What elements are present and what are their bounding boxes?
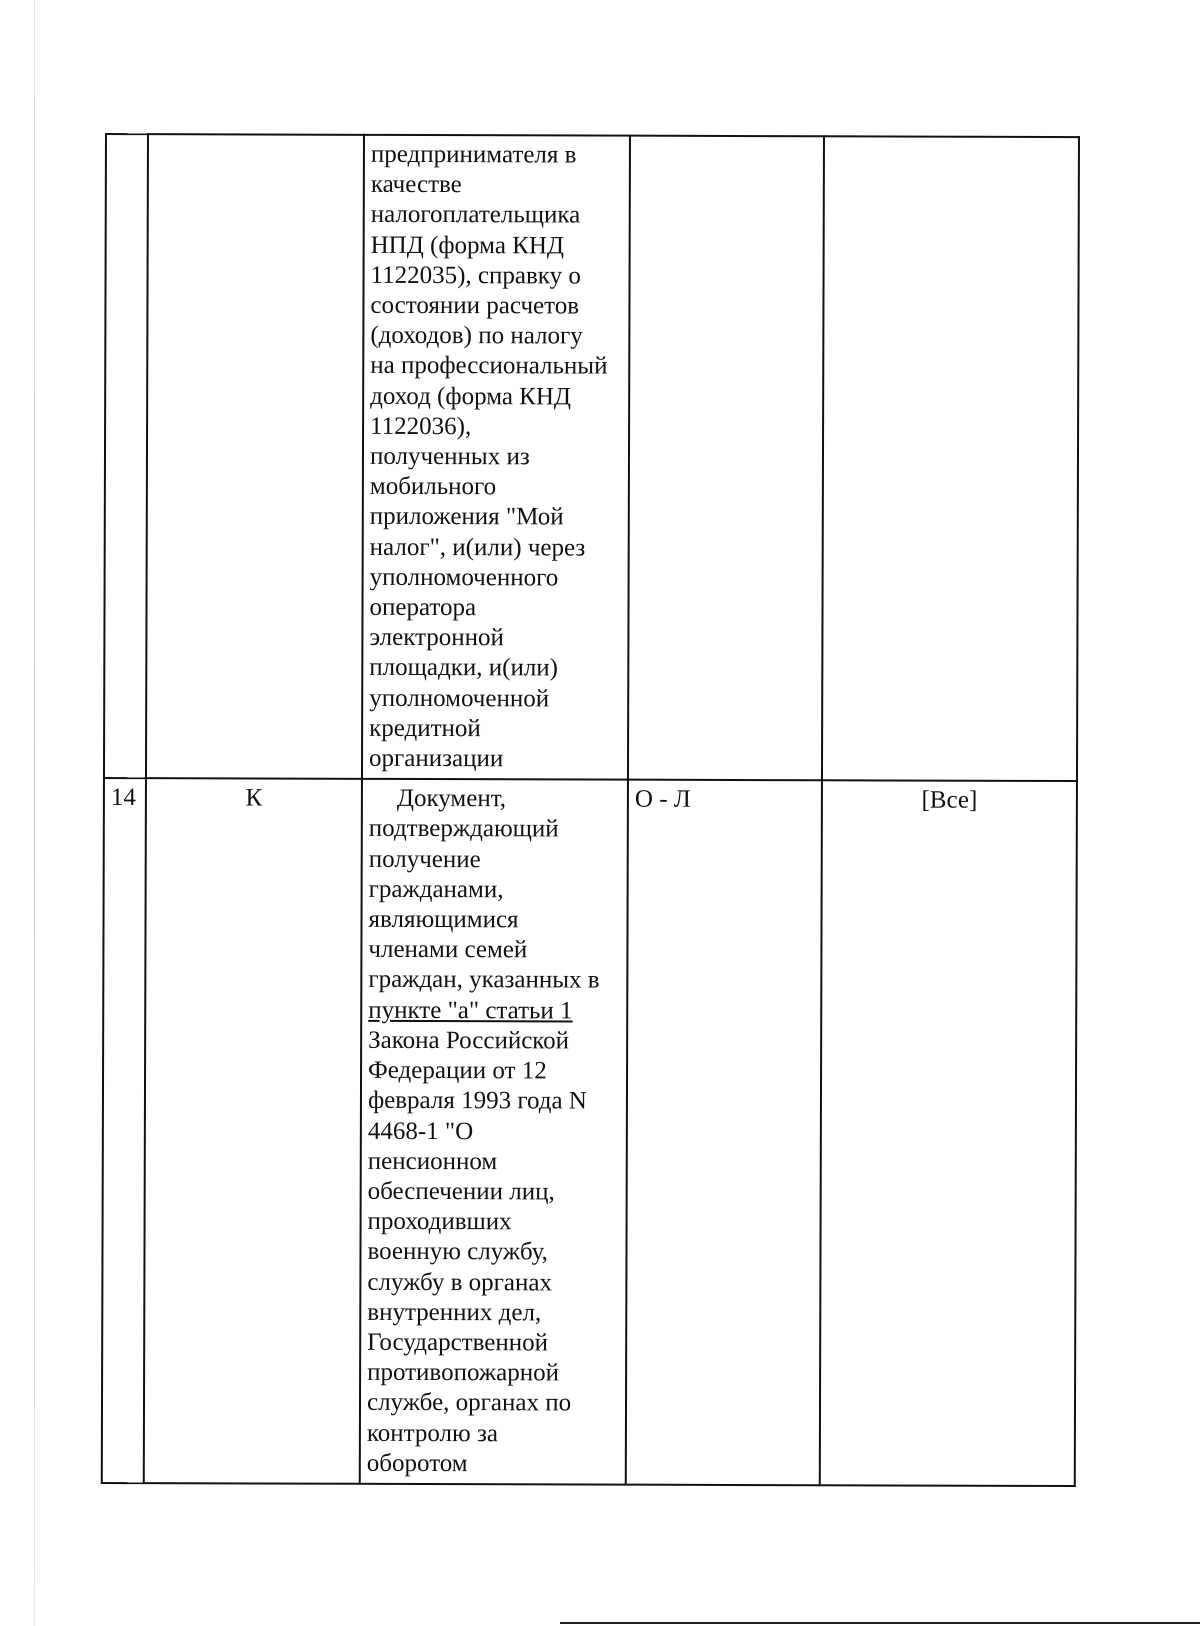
description-line: получение xyxy=(368,845,481,873)
description-line: граждан, указанных в xyxy=(368,966,600,995)
description-line: Документ, xyxy=(396,785,507,813)
row-description-cell xyxy=(360,779,628,1485)
description-line: противопожарной xyxy=(367,1358,560,1387)
description-line: проходивших xyxy=(367,1207,512,1236)
description-line: службе, органах по xyxy=(366,1389,572,1417)
description-line: электронной xyxy=(369,624,505,652)
description-line: пенсионном xyxy=(367,1147,498,1175)
description-line: качестве xyxy=(370,171,462,199)
description-line: организации xyxy=(368,744,504,773)
description-line: налог", и(или) через xyxy=(369,533,586,562)
description-line: оператора xyxy=(369,593,477,622)
description-line: полученных из xyxy=(369,442,530,471)
document-table xyxy=(101,133,1080,1487)
description-line: уполномоченного xyxy=(369,563,559,592)
row-code-cell: К xyxy=(144,778,362,1483)
description-line: уполномоченной xyxy=(369,684,550,713)
description-line: доход (форма КНД xyxy=(370,382,572,411)
description-line: 1122036), xyxy=(370,412,472,440)
description-line: площадки, и(или) xyxy=(369,654,559,682)
row-type-cell: О - Л xyxy=(626,780,822,1485)
description-line: контролю за xyxy=(366,1419,498,1447)
description-line: обеспечении лиц, xyxy=(367,1177,555,1206)
description-line: состоянии расчетов xyxy=(370,291,580,320)
description-line: подтверждающий xyxy=(368,815,559,843)
description-line: оборотом xyxy=(366,1449,468,1477)
row-scope-cell: [Все] xyxy=(820,781,1077,1486)
description-line: (доходов) по налогу xyxy=(370,322,583,350)
description-line: являющимися xyxy=(368,905,519,934)
description-line: предпринимателя в xyxy=(370,140,577,169)
row-number-cell: 14 xyxy=(102,778,146,1483)
description-line: приложения "Мой xyxy=(369,503,564,531)
row-description-cell xyxy=(362,135,630,780)
description-line: 1122035), справку о xyxy=(370,261,581,290)
description-line: военную службу, xyxy=(367,1238,548,1266)
row-type-cell xyxy=(628,136,824,781)
description-line: внутренних дел, xyxy=(367,1298,542,1327)
row-scope-cell xyxy=(822,136,1079,781)
description-line: на профессиональный xyxy=(370,352,608,381)
page-bottom-line xyxy=(560,1622,1200,1624)
description-line: членами семей xyxy=(368,936,528,964)
description-line: Закона Российской xyxy=(368,1026,570,1055)
description-line: 4468-1 "О xyxy=(367,1117,474,1145)
description-line: февраля 1993 года N xyxy=(367,1087,587,1115)
scan-edge-line xyxy=(34,0,35,1626)
description-line: мобильного xyxy=(369,473,497,501)
table-row xyxy=(104,134,1079,781)
description-line: Федерации от 12 xyxy=(368,1056,547,1085)
table-row xyxy=(102,778,1077,1486)
row-code-cell xyxy=(146,134,364,779)
law-reference-link[interactable]: пункте "а" статьи 1 xyxy=(368,996,573,1025)
description-line: налогоплательщика xyxy=(370,201,581,229)
description-line: НПД (форма КНД xyxy=(370,231,565,260)
description-line: гражданами, xyxy=(368,875,504,904)
row-number-cell xyxy=(104,134,148,778)
description-line: кредитной xyxy=(369,714,481,743)
description-line: Государственной xyxy=(367,1328,549,1357)
description-line: службу в органах xyxy=(367,1268,553,1296)
